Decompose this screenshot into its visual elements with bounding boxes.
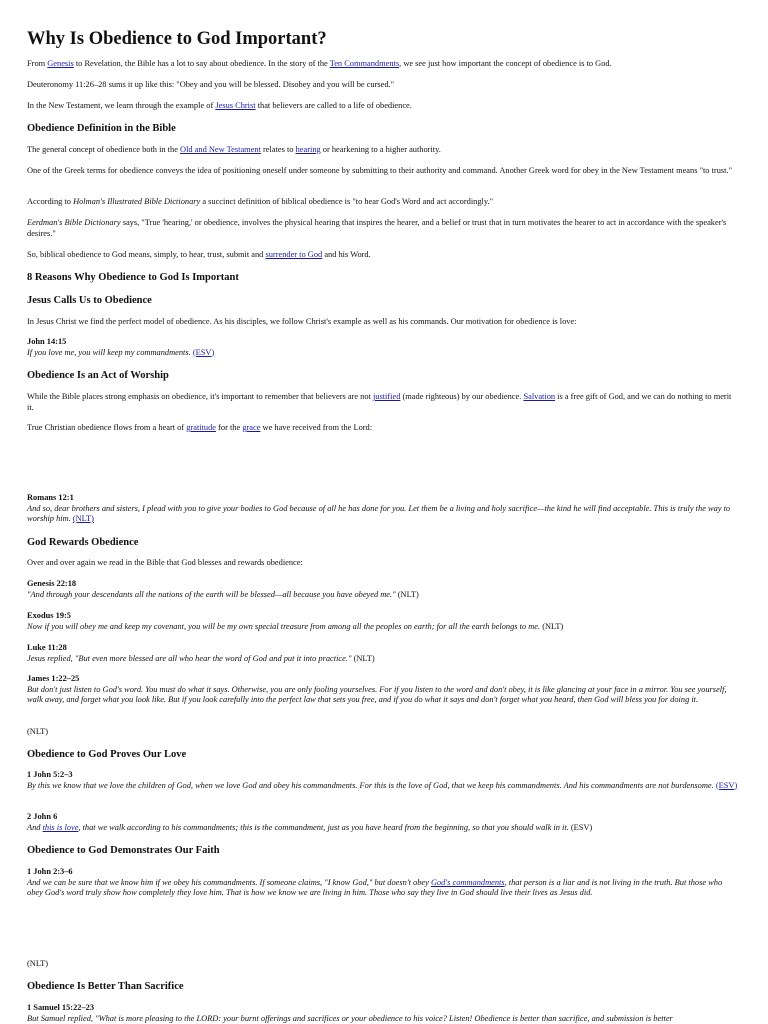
intro-paragraph-1: [27, 59, 739, 70]
section-heading-worship: Obedience Is an Act of Worship: [27, 370, 169, 381]
verse-reference: 1 Samuel 15:22–23: [27, 1003, 94, 1012]
verse-reference: Romans 12:1: [27, 493, 74, 502]
verse-text: And so, dear brothers and sisters, I plead with you to give your bodies to God because of all he has done for you. Let them be a living and holy sacrifice—the kind he will find acceptable. This is truly the way to worship him.: [27, 503, 731, 523]
section-heading-love: Obedience to God Proves Our Love: [27, 749, 187, 760]
text: for the: [216, 423, 243, 432]
verse-reference: 1 John 2:3–6: [27, 867, 73, 876]
verse-text: But don't just listen to God's word. You must do what it says. Otherwise, you are only fooling yourselves. For if you listen to the word and don't obey, it is like glancing at your face in a mirror. You see yourself, walk away, and forget what you look like. But if you look carefully into the perfect law that sets you free, and if you do what it says and don't forget what you heard, then God will bless you for doing it.: [27, 684, 727, 704]
verse-text: "And through your descendants all the nations of the earth will be blessed—all because you have obeyed me.": [27, 589, 396, 599]
verse-reference: James 1:22–25: [27, 674, 80, 683]
verse-luke-11-28: [27, 643, 739, 664]
verse-genesis-22-18: [27, 579, 739, 600]
section-heading-definition: Obedience Definition in the Bible: [27, 123, 176, 134]
verse-text: [27, 823, 569, 832]
verse-james-1-22-25: [27, 674, 739, 706]
version-label: (ESV): [568, 822, 593, 832]
text: a succinct definition of biblical obedience is "to hear God's Word and act accordingly.": [200, 197, 494, 206]
verse-exodus-19-5: [27, 611, 739, 632]
section-heading-sacrifice: Obedience Is Better Than Sacrifice: [27, 981, 184, 992]
verse-text: If you love me, you will keep my commandments.: [27, 347, 193, 357]
intro-paragraph-3: [27, 101, 739, 112]
definition-paragraph-4: [27, 218, 739, 239]
verse-reference: 1 John 5:2–3: [27, 770, 73, 779]
text: we have received from the Lord:: [260, 423, 373, 432]
verse-2-john-6: [27, 812, 739, 833]
section-heading-faith: Obedience to God Demonstrates Our Faith: [27, 845, 220, 856]
verse-reference: Genesis 22:18: [27, 579, 77, 588]
text: And: [27, 822, 43, 832]
verse-text: But Samuel replied, "What is more pleasing to the LORD: your burnt offerings and sacrifices or your obedience to his voice? Listen! Obedience is better than sacrifice, and submission is better: [27, 1013, 673, 1023]
text: The general concept of obedience both in the: [27, 145, 181, 154]
this-is-love-link[interactable]: this is love: [42, 822, 79, 832]
version-label: (NLT): [351, 653, 375, 663]
version-label: (NLT): [395, 589, 419, 599]
section-heading-rewards: God Rewards Obedience: [27, 537, 139, 548]
genesis-link[interactable]: Genesis: [47, 59, 74, 68]
verse-john-14-15: [27, 337, 739, 358]
text: , that we walk according to his commandments; this is the commandment, just as you have heard from the beginning, so that you should walk in it.: [78, 822, 569, 832]
old-new-testament-link[interactable]: Old and New Testament: [180, 145, 261, 154]
grace-link[interactable]: grace: [242, 423, 261, 432]
justified-link[interactable]: justified: [372, 392, 401, 401]
text: True Christian obedience flows from a heart of: [27, 423, 187, 432]
book-title: Eerdman's Bible Dictionary: [27, 218, 121, 227]
jesus-christ-link[interactable]: Jesus Christ: [215, 101, 256, 110]
nlt-link[interactable]: (NLT): [72, 514, 94, 523]
gratitude-link[interactable]: gratitude: [186, 423, 217, 432]
text: (made righteous) by our obedience.: [400, 392, 524, 401]
text: or hearkening to a higher authority.: [320, 145, 441, 154]
verse-text: Jesus replied, "But even more blessed are all who hear the word of God and put it into practice.": [27, 653, 352, 663]
ten-commandments-link[interactable]: Ten Commandments: [329, 59, 400, 68]
text: , that person is a liar and is not living in the truth. But those who obey God's word truly show how completely they love him. That is how we know we are living in him. Those who say they live in God should live their lives as Jesus did.: [27, 877, 723, 897]
esv-link[interactable]: (ESV): [192, 347, 215, 357]
text: , we see just how important the concept of obedience is to God.: [399, 59, 612, 68]
verse-1-john-5-2-3: [27, 770, 739, 791]
text: While the Bible places strong emphasis on obedience, it's important to remember that believers are not: [27, 392, 373, 401]
verse-reference: Exodus 19:5: [27, 611, 71, 620]
page-title: Why Is Obedience to God Important?: [27, 29, 327, 49]
definition-paragraph-2: One of the Greek terms for obedience conveys the idea of positioning oneself under someone by submitting to their authority and command. Another Greek word for obey in the New Testament means "to trust.": [27, 166, 732, 175]
book-title: Holman's Illustrated Bible Dictionary: [73, 197, 201, 206]
section-heading-jesus-calls: Jesus Calls Us to Obedience: [27, 295, 152, 306]
text: According to: [27, 197, 74, 206]
hearing-link[interactable]: hearing: [295, 145, 321, 154]
surrender-to-god-link[interactable]: surrender to God: [265, 250, 323, 259]
text: that believers are called to a life of obedience.: [255, 101, 412, 110]
verse-reference: Luke 11:28: [27, 643, 67, 652]
definition-paragraph-5: [27, 250, 739, 261]
jesus-calls-paragraph: In Jesus Christ we find the perfect model of obedience. As his disciples, we follow Christ's example as well as his commands. Our motivation for obedience is love:: [27, 317, 577, 326]
definition-paragraph-1: [27, 145, 739, 156]
text: relates to: [260, 145, 296, 154]
definition-paragraph-3: [27, 197, 739, 208]
worship-paragraph-1: [27, 392, 739, 413]
verse-text: Now if you will obey me and keep my covenant, you will be my own special treasure from among all the peoples on earth; for all the earth belongs to me.: [27, 621, 541, 631]
worship-paragraph-2: [27, 423, 739, 434]
intro-paragraph-2: Deuteronomy 11:26–28 sums it up like this: "Obey and you will be blessed. Disobey and you will be cursed.": [27, 80, 395, 89]
section-heading-reasons: 8 Reasons Why Obedience to God Is Important: [27, 272, 239, 283]
text: In the New Testament, we learn through the example of: [27, 101, 216, 110]
text: and his Word.: [322, 250, 371, 259]
text: to Revelation, the Bible has a lot to say about obedience. In the story of the: [73, 59, 330, 68]
verse-1-samuel-15-22-23: [27, 1003, 739, 1024]
verse-reference: 2 John 6: [27, 812, 58, 821]
gods-commandments-link[interactable]: God's commandments: [430, 877, 505, 887]
rewards-paragraph: Over and over again we read in the Bible that God blesses and rewards obedience:: [27, 558, 303, 567]
verse-reference: John 14:15: [27, 337, 67, 346]
verse-1-john-2-3-6: [27, 867, 739, 899]
verse-text: [27, 878, 722, 898]
text: From: [27, 59, 48, 68]
salvation-link[interactable]: Salvation: [523, 392, 556, 401]
verse-romans-12-1: [27, 493, 739, 525]
verse-text: By this we know that we love the children of God, when we love God and obey his commandments. For this is the love of God, that we keep his commandments. And his commandments are not burdensome.: [27, 780, 716, 790]
esv-link[interactable]: (ESV): [715, 780, 738, 790]
text: And we can be sure that we know him if we obey his commandments. If someone claims, "I know God," but doesn't obey: [27, 877, 431, 887]
version-label: (NLT): [27, 959, 49, 968]
text: So, biblical obedience to God means, simply, to hear, trust, submit and: [27, 250, 266, 259]
version-label: (NLT): [27, 727, 49, 736]
text: is a free gift of God, and we can do nothing to merit it.: [27, 392, 732, 412]
text: says, "True 'hearing,' or obedience, involves the physical hearing that inspires the hearer, and a belief or trust that in turn motivates the hearer to act in accordance with the speaker's desires.": [27, 218, 727, 238]
version-label: (NLT): [540, 621, 564, 631]
